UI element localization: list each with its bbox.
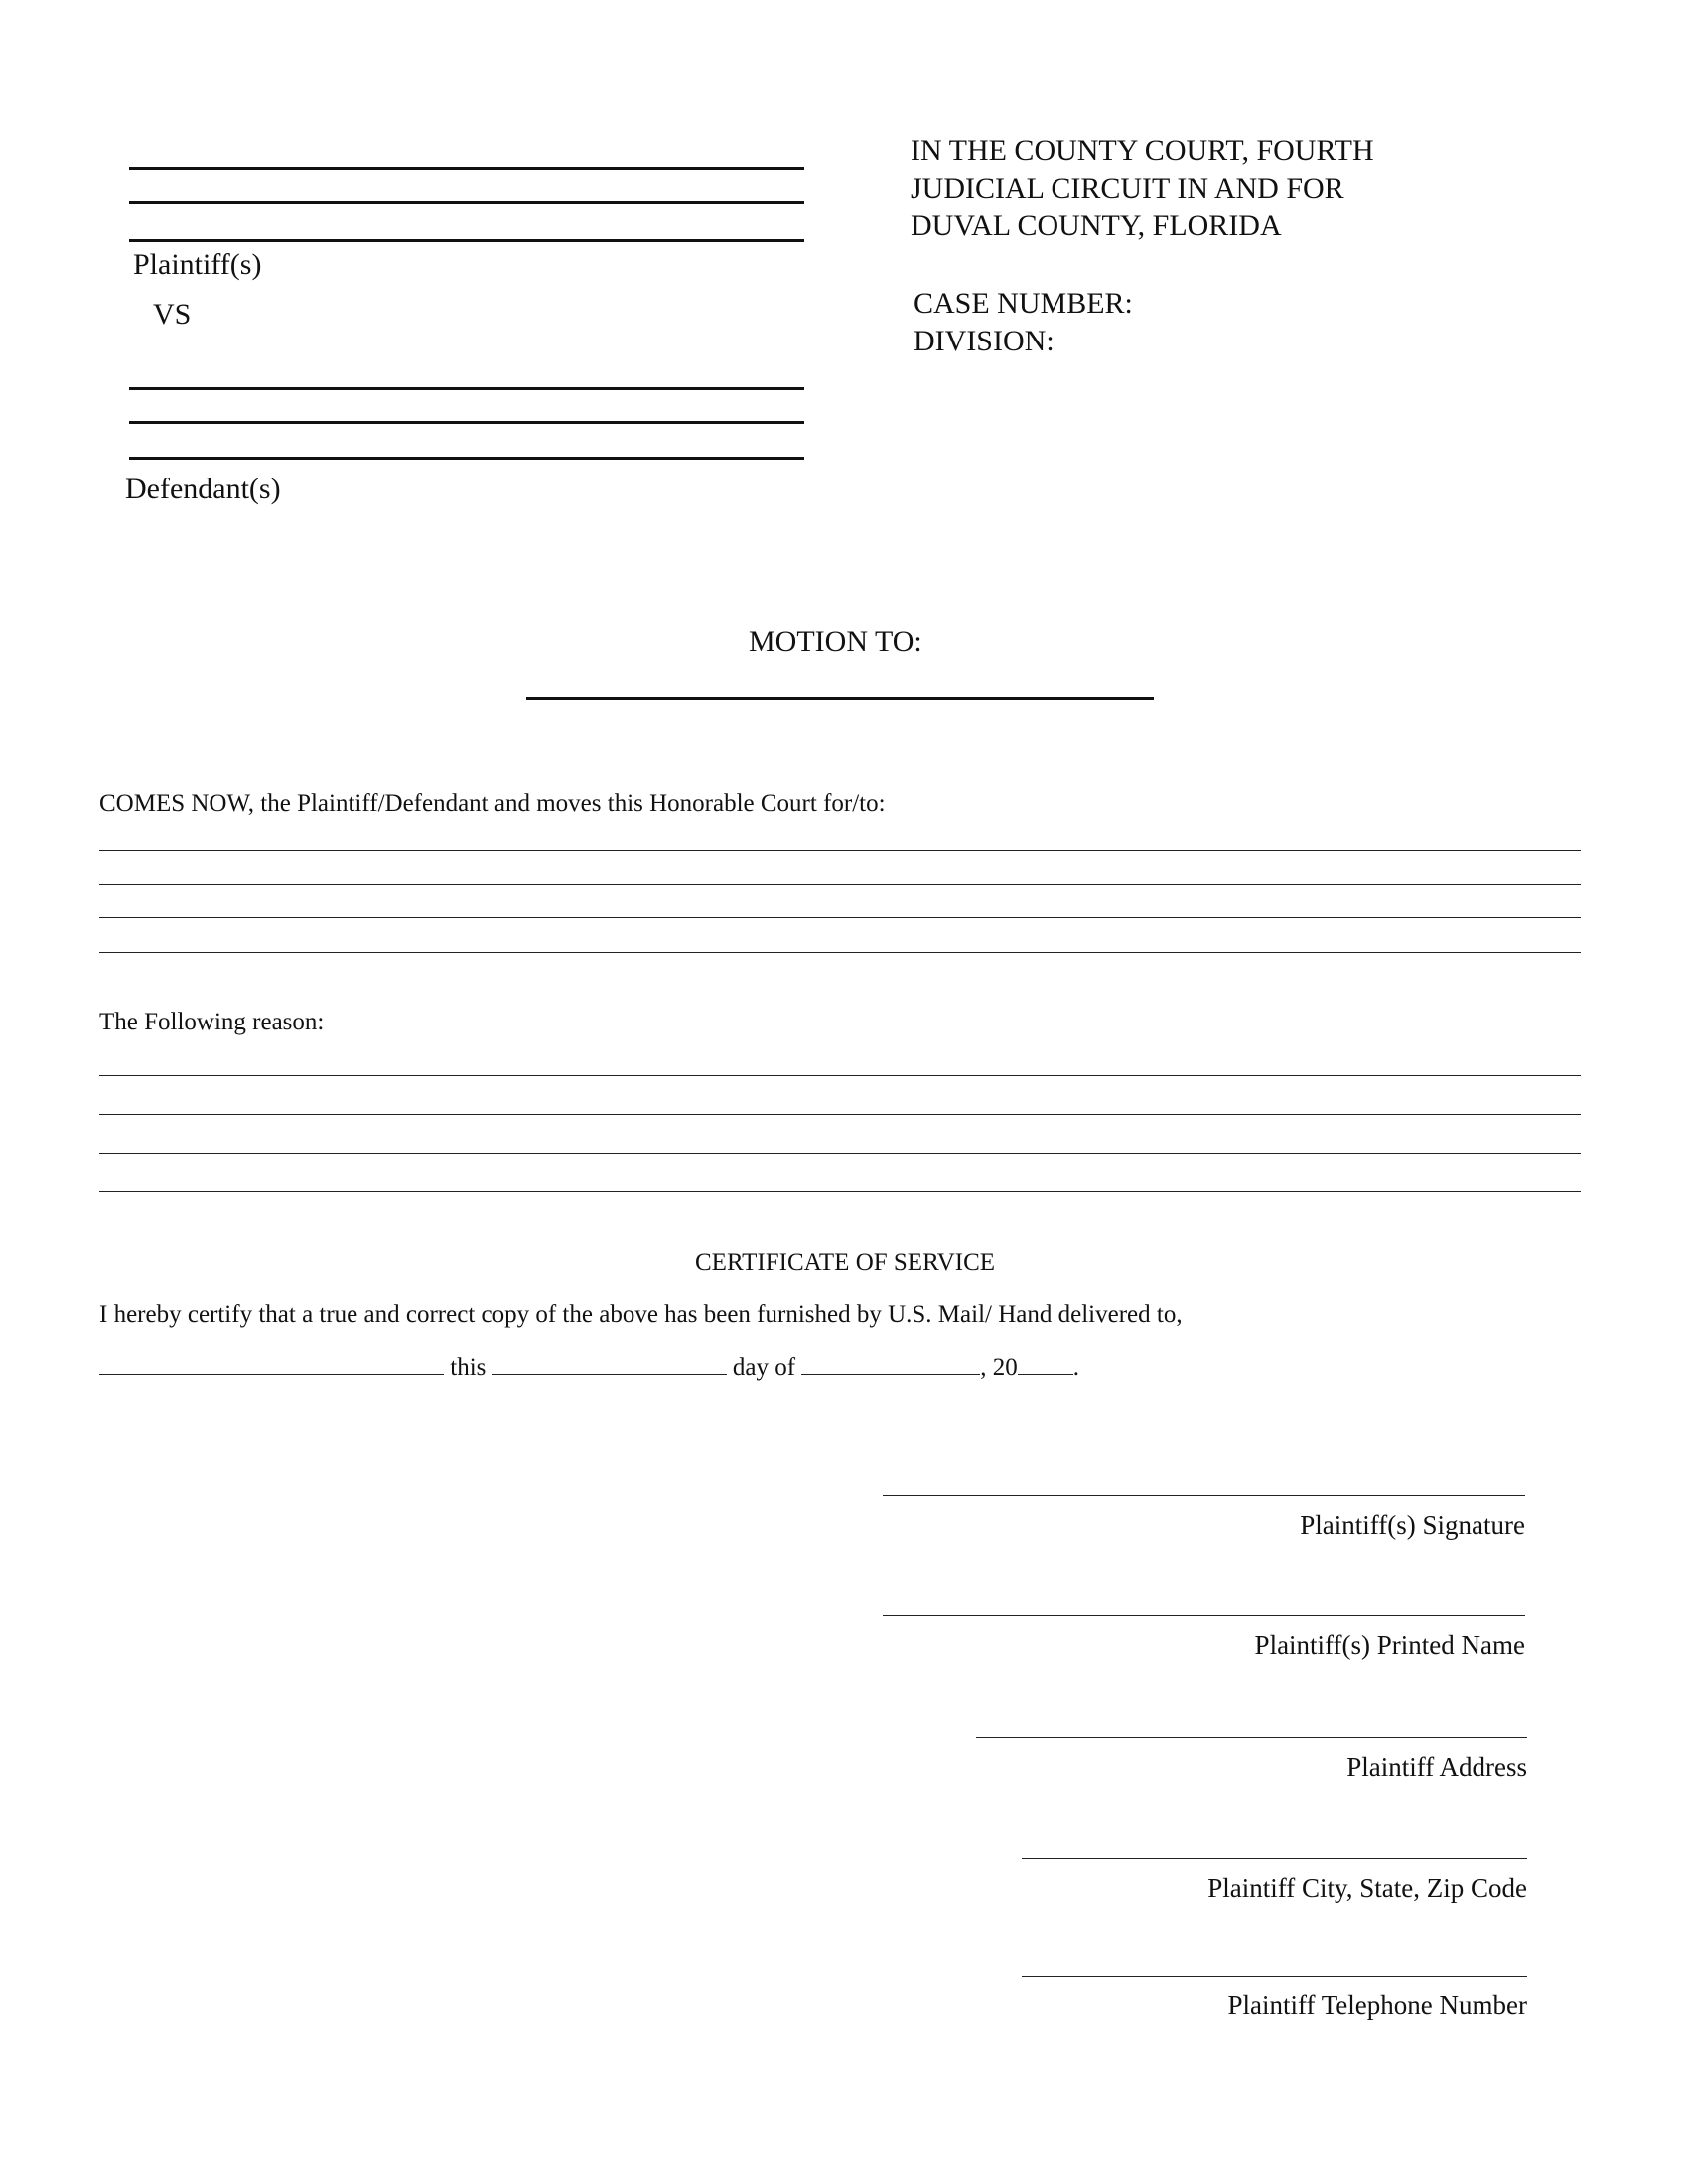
defendant-label: Defendant(s) (125, 473, 281, 505)
telephone-line[interactable] (1022, 1976, 1527, 1977)
year-blank[interactable] (1018, 1352, 1073, 1375)
defendant-name-line-1[interactable] (129, 387, 804, 390)
motion-request-line-2[interactable] (99, 884, 1581, 885)
defendant-name-line-2[interactable] (129, 421, 804, 424)
signature-label: Plaintiff(s) Signature (1300, 1510, 1525, 1540)
month-blank[interactable] (801, 1352, 980, 1375)
signature-line[interactable] (883, 1495, 1525, 1496)
vs-label: VS (153, 298, 192, 331)
motion-title: MOTION TO: (749, 625, 922, 658)
plaintiff-name-line-2[interactable] (129, 201, 804, 204)
reason-line-4[interactable] (99, 1191, 1581, 1192)
certificate-statement: I hereby certify that a true and correct copy of the above has been furnished by U.S. Mail/ Hand delivered to, (99, 1301, 1183, 1328)
day-of-word: day of (732, 1354, 796, 1381)
this-word: this (450, 1354, 487, 1381)
reason-line-3[interactable] (99, 1153, 1581, 1154)
motion-title-line[interactable] (526, 697, 1154, 700)
city-state-zip-line[interactable] (1022, 1858, 1527, 1859)
plaintiff-name-line-1[interactable] (129, 167, 804, 170)
certificate-heading: CERTIFICATE OF SERVICE (695, 1249, 996, 1276)
printed-name-label: Plaintiff(s) Printed Name (1254, 1630, 1525, 1660)
printed-name-line[interactable] (883, 1615, 1525, 1616)
city-state-zip-label: Plaintiff City, State, Zip Code (1207, 1873, 1527, 1903)
plaintiff-name-line-3[interactable] (129, 239, 804, 242)
year-prefix: , 20 (980, 1354, 1018, 1381)
telephone-label: Plaintiff Telephone Number (1227, 1990, 1527, 2020)
motion-request-line-1[interactable] (99, 850, 1581, 851)
reason-line-2[interactable] (99, 1114, 1581, 1115)
day-blank[interactable] (492, 1352, 727, 1375)
division-label: DIVISION: (914, 325, 1055, 357)
address-line[interactable] (976, 1737, 1527, 1738)
address-label: Plaintiff Address (1346, 1752, 1527, 1782)
court-heading-line-2: JUDICIAL CIRCUIT IN AND FOR (911, 172, 1344, 205)
defendant-name-line-3[interactable] (129, 457, 804, 460)
case-number-label: CASE NUMBER: (914, 287, 1133, 320)
court-heading-line-1: IN THE COUNTY COURT, FOURTH (911, 134, 1374, 167)
plaintiff-label: Plaintiff(s) (133, 248, 262, 281)
motion-request-line-3[interactable] (99, 917, 1581, 918)
motion-request-line-4[interactable] (99, 952, 1581, 953)
court-heading-line-3: DUVAL COUNTY, FLORIDA (911, 209, 1282, 242)
served-party-blank[interactable] (99, 1352, 444, 1375)
period: . (1072, 1354, 1080, 1381)
reason-line-1[interactable] (99, 1075, 1581, 1076)
reason-label: The Following reason: (99, 1009, 325, 1035)
service-line (99, 1352, 1079, 1383)
comes-now-text: COMES NOW, the Plaintiff/Defendant and moves this Honorable Court for/to: (99, 790, 886, 817)
